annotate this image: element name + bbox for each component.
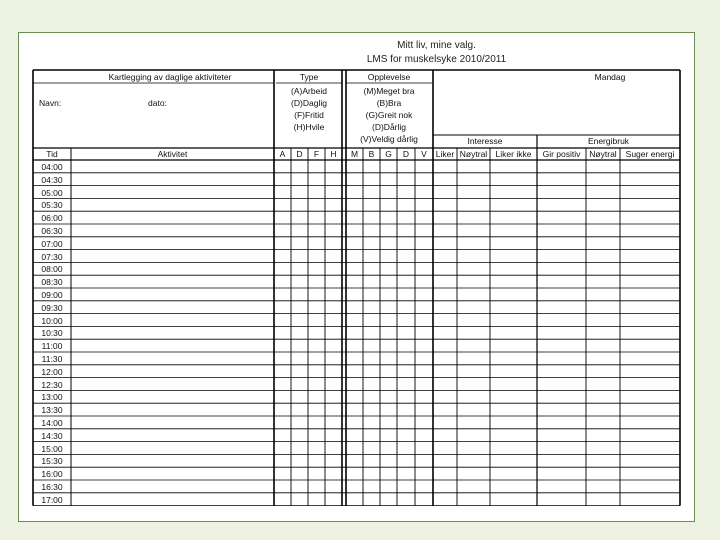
time-cell: 09:00 bbox=[41, 290, 63, 300]
time-cell: 11:30 bbox=[41, 354, 63, 364]
type-item: (F)Fritid bbox=[294, 110, 324, 120]
time-cell: 08:30 bbox=[41, 277, 63, 288]
interest-header: Interesse bbox=[467, 136, 503, 146]
name-label: Navn: bbox=[39, 98, 62, 108]
column-exp-d: D bbox=[402, 149, 410, 159]
column-interest-dislikes: Liker ikke bbox=[495, 149, 532, 159]
time-cell: 07:30 bbox=[41, 251, 63, 262]
time-cell: 10:00 bbox=[41, 315, 63, 326]
experience-item: (G)Greit nok bbox=[365, 110, 413, 120]
time-cell: 10:30 bbox=[41, 328, 63, 339]
time-cell: 11:00 bbox=[41, 341, 63, 352]
column-type-a: A bbox=[279, 149, 286, 159]
time-cell: 05:30 bbox=[41, 200, 63, 211]
column-type-f: F bbox=[313, 149, 320, 159]
column-interest-neutral: Nøytral bbox=[459, 149, 488, 159]
type-item: (D)Daglig bbox=[291, 98, 327, 108]
column-exp-v: V bbox=[421, 149, 427, 159]
time-cell: 15:30 bbox=[41, 456, 63, 467]
experience-header: Opplevelse bbox=[367, 72, 411, 82]
column-exp-m: M bbox=[350, 149, 359, 159]
experience-item: (D)Dårlig bbox=[372, 122, 406, 132]
time-cell: 07:00 bbox=[41, 238, 63, 249]
time-cell: 08:00 bbox=[41, 264, 63, 275]
time-cell: 13:00 bbox=[41, 392, 63, 403]
column-activity: Aktivitet bbox=[157, 149, 188, 159]
time-cell: 12:00 bbox=[41, 366, 63, 377]
experience-item: (M)Meget bra bbox=[363, 86, 415, 96]
column-energy-neutral: Nøytral bbox=[589, 149, 617, 159]
time-cell: 04:00 bbox=[41, 162, 63, 172]
energy-header: Energibruk bbox=[587, 136, 630, 146]
time-cell: 14:00 bbox=[41, 418, 63, 428]
column-exp-g: G bbox=[385, 149, 392, 159]
time-cell: 13:30 bbox=[41, 405, 63, 416]
time-cell: 12:30 bbox=[41, 379, 63, 390]
time-cell: 14:30 bbox=[41, 430, 63, 441]
experience-item: (V)Veldig dårlig bbox=[360, 134, 418, 144]
section-title: Kartlegging av daglige aktiviteter bbox=[108, 72, 232, 82]
time-cell: 15:00 bbox=[41, 443, 63, 454]
time-cell: 16:30 bbox=[41, 482, 63, 492]
column-type-h: H bbox=[330, 149, 337, 159]
column-exp-b: B bbox=[368, 149, 375, 159]
date-label: dato: bbox=[148, 98, 167, 108]
title-line-2: LMS for muskelsyke 2010/2011 bbox=[366, 54, 507, 65]
time-cell: 17:00 bbox=[41, 494, 63, 505]
day-label: Mandag bbox=[594, 72, 626, 82]
column-interest-likes: Liker bbox=[435, 149, 455, 159]
time-cell: 06:30 bbox=[41, 226, 63, 236]
type-item: (A)Arbeid bbox=[291, 86, 327, 96]
column-energy-positive: Gir positiv bbox=[542, 149, 581, 159]
title-line-1: Mitt liv, mine valg. bbox=[397, 40, 476, 51]
column-time: Tid bbox=[46, 149, 58, 159]
time-cell: 09:30 bbox=[41, 302, 63, 313]
experience-item: (B)Bra bbox=[376, 98, 402, 108]
column-type-d: D bbox=[296, 149, 303, 159]
type-item: (H)Hvile bbox=[293, 122, 325, 132]
time-cell: 05:00 bbox=[41, 187, 63, 198]
time-cell: 16:00 bbox=[41, 469, 63, 480]
type-header: Type bbox=[299, 72, 319, 82]
column-energy-drains: Suger energi bbox=[625, 149, 675, 159]
time-cell: 04:30 bbox=[41, 174, 63, 185]
time-cell: 06:00 bbox=[41, 213, 63, 224]
